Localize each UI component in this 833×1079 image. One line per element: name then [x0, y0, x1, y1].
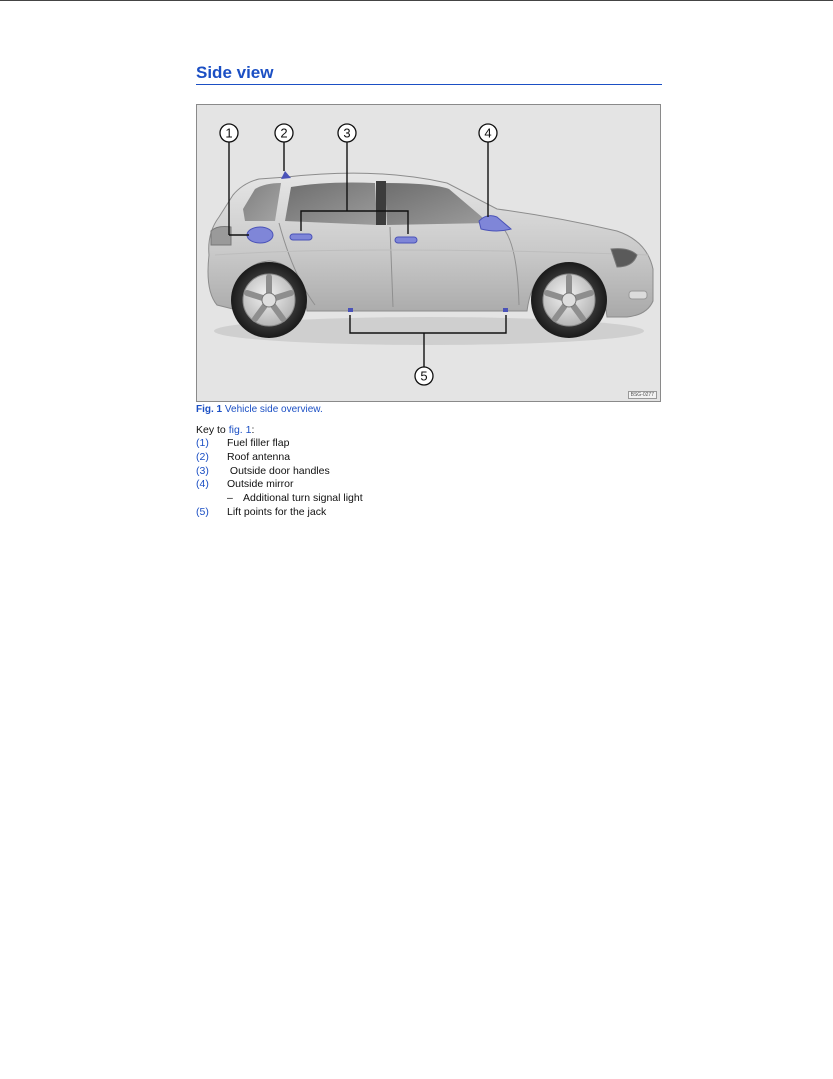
sub-item-dash: – [227, 492, 233, 504]
rear-door-window [285, 183, 377, 226]
key-label: Fuel filler flap [227, 437, 290, 449]
vw-logo-icon [562, 293, 576, 307]
key-item-3 [196, 465, 330, 477]
svg-text:2: 2 [280, 125, 288, 141]
fuel-filler-flap [247, 227, 273, 243]
svg-text:1: 1 [225, 125, 233, 141]
tail-light [211, 227, 231, 246]
svg-text:5: 5 [420, 368, 428, 384]
key-sub-item [227, 492, 363, 504]
figure-code: BSG-0277 [628, 391, 657, 399]
svg-text:3: 3 [343, 125, 351, 141]
key-number[interactable]: (1) [196, 437, 209, 449]
title-underline [196, 84, 662, 85]
vw-logo-icon [262, 293, 276, 307]
key-label: Roof antenna [227, 451, 291, 463]
callout-1 [220, 124, 238, 142]
roof-antenna [281, 171, 291, 179]
fig-link[interactable]: fig. 1 [228, 424, 252, 436]
caption-prefix: Fig. 1 [196, 404, 223, 415]
top-border [0, 0, 833, 1]
key-number[interactable]: (4) [196, 478, 209, 490]
front-door-handle [395, 237, 417, 243]
key-item-1 [196, 437, 289, 449]
key-label: Outside mirror [227, 478, 294, 490]
key-number[interactable]: (2) [196, 451, 209, 463]
callout-2 [275, 124, 293, 142]
svg-text:4: 4 [484, 125, 492, 141]
callout-3 [338, 124, 356, 142]
key-number[interactable]: (5) [196, 506, 209, 518]
callout-4 [479, 124, 497, 142]
key-item-5 [196, 506, 326, 518]
key-item-4 [196, 478, 294, 490]
front-lift-point [503, 308, 508, 312]
key-label: Outside door handles [227, 465, 330, 477]
fog-light [629, 291, 647, 299]
vehicle-illustration [197, 105, 660, 401]
caption-text: Vehicle side overview. [222, 404, 323, 415]
key-intro-colon: : [251, 424, 255, 436]
section-title: Side view [196, 63, 274, 82]
key-number[interactable]: (3) [196, 465, 209, 477]
key-item-2 [196, 451, 290, 463]
sub-item-label: Additional turn signal light [243, 492, 363, 504]
figure-caption [196, 404, 323, 415]
rear-lift-point [348, 308, 353, 312]
key-intro-text: Key to [196, 424, 229, 436]
callout-5 [415, 367, 433, 385]
rear-door-handle [290, 234, 312, 240]
rear-wheel [231, 262, 307, 338]
front-wheel [531, 262, 607, 338]
key-label: Lift points for the jack [227, 506, 327, 518]
key-intro [196, 424, 254, 436]
b-pillar [376, 181, 386, 225]
vehicle-side-figure [196, 104, 661, 402]
